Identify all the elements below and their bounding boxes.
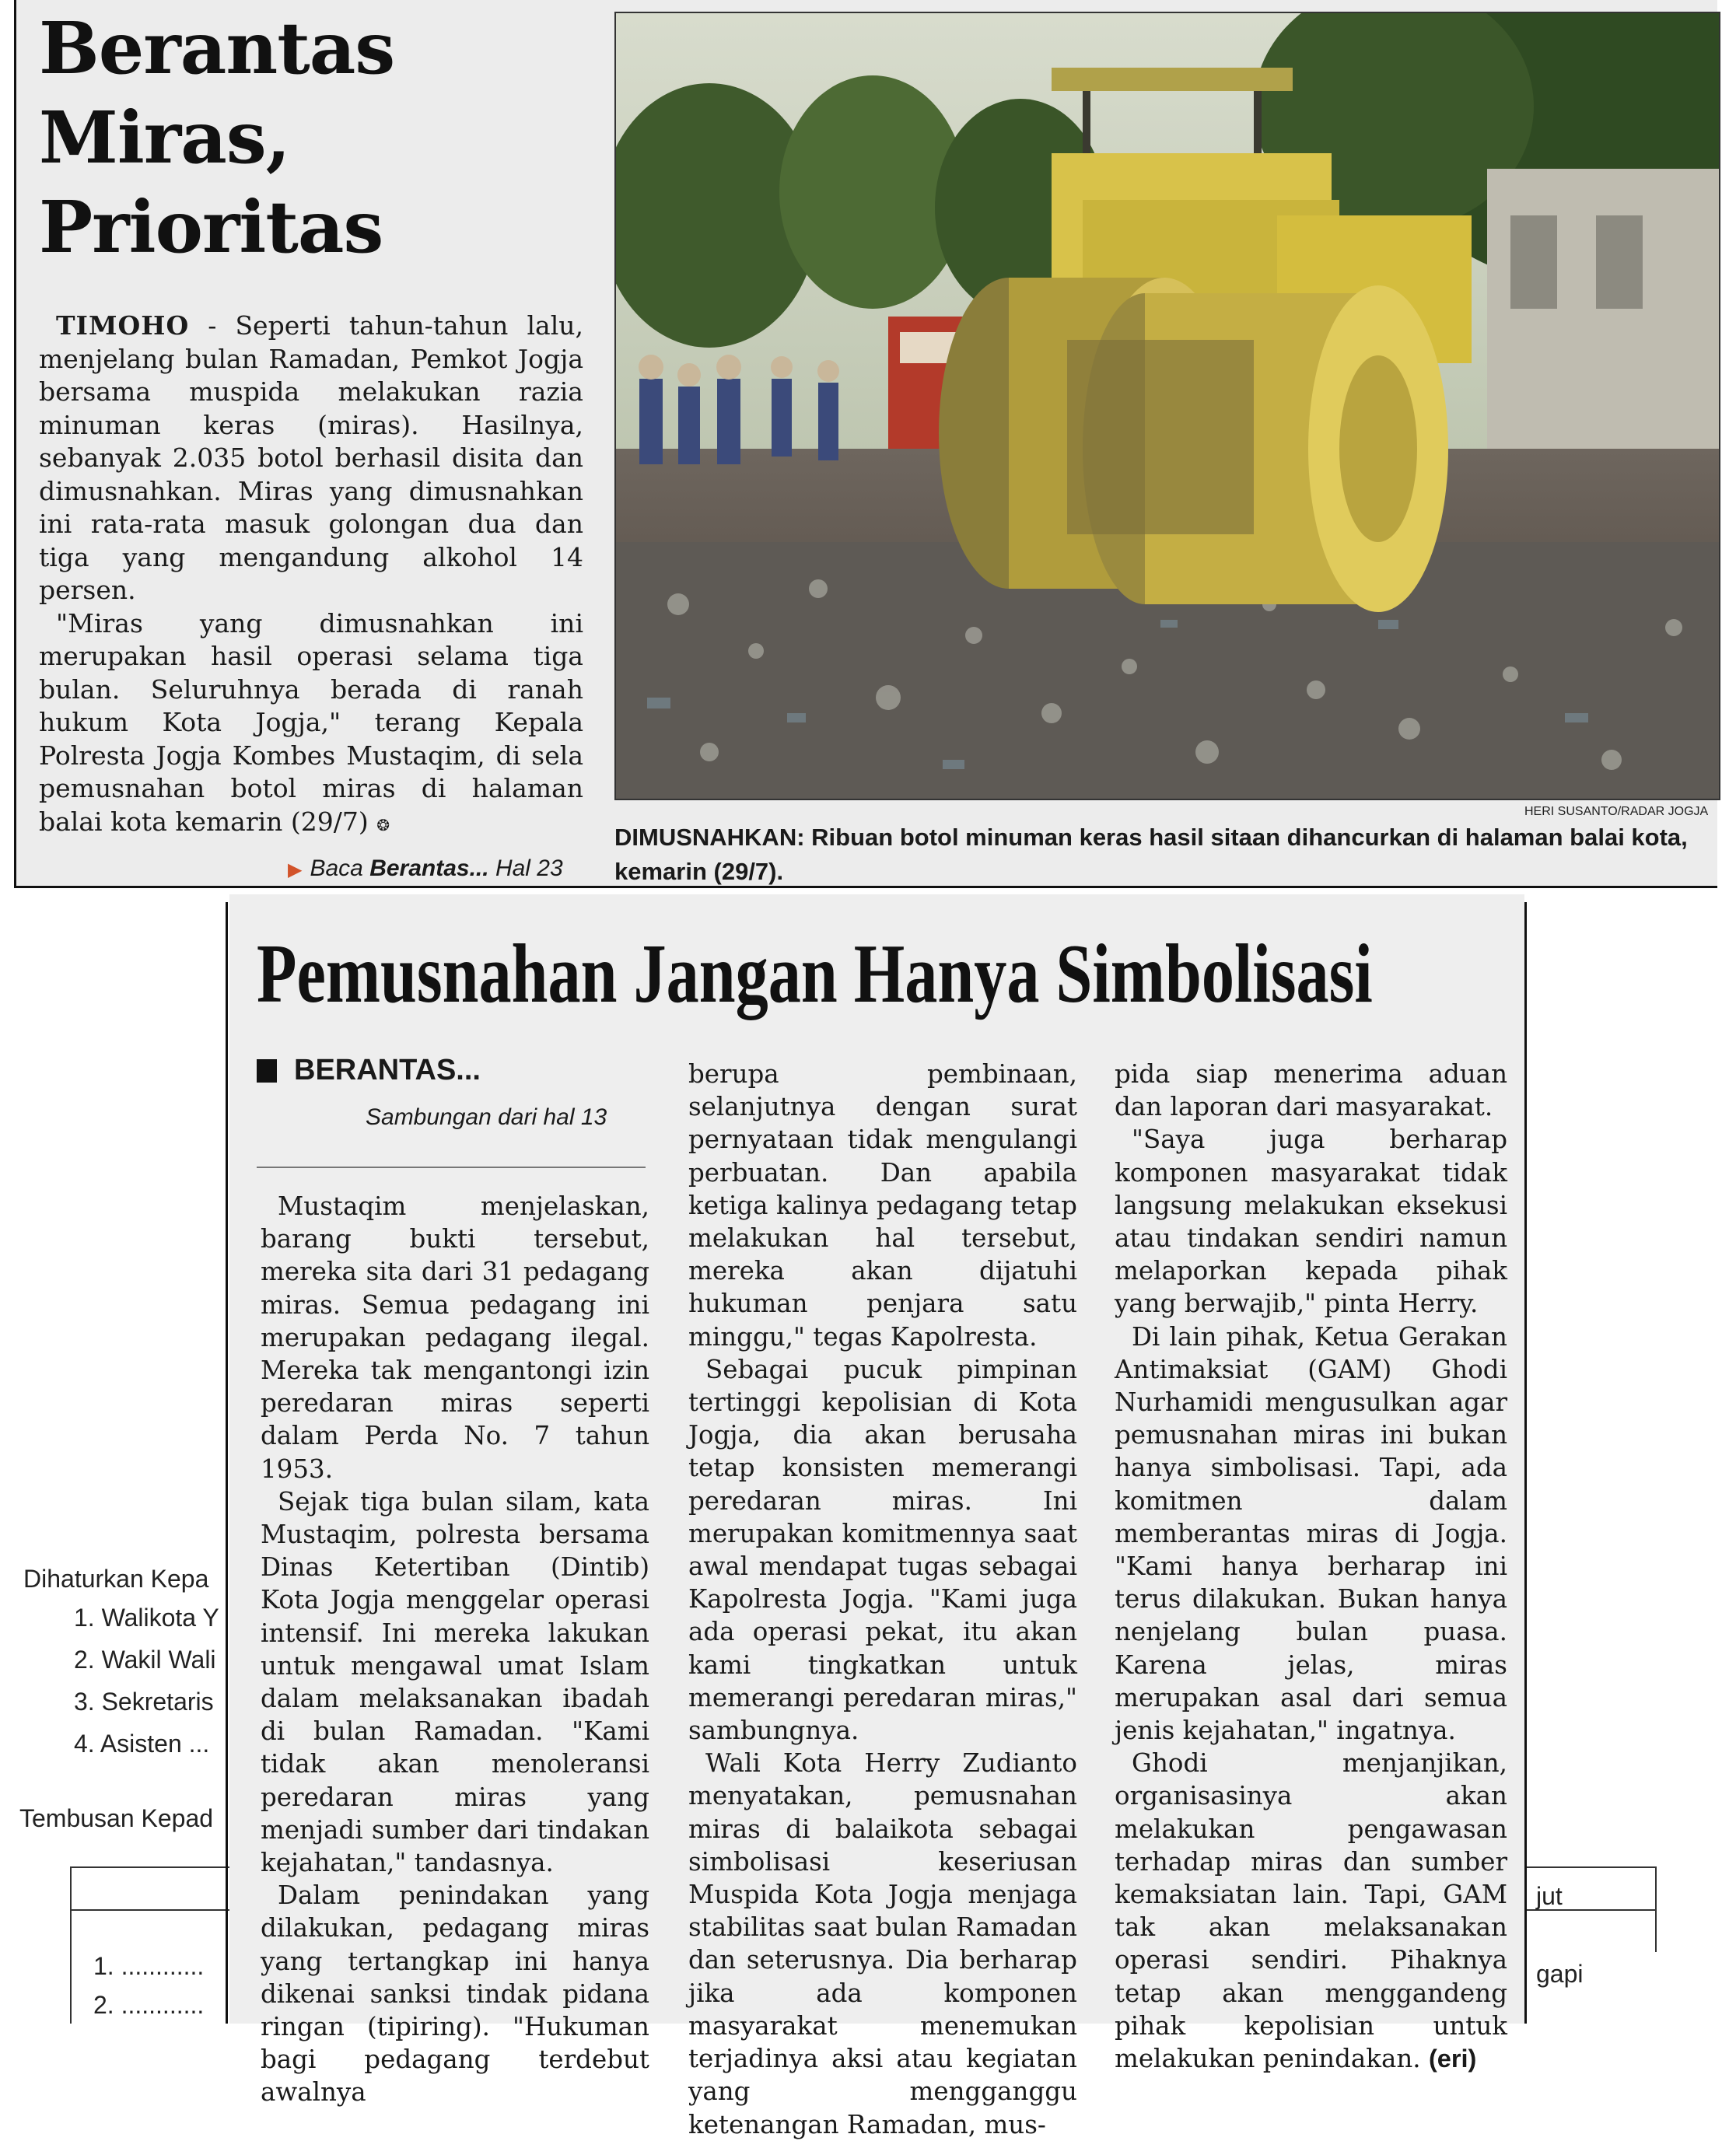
memo-item-3: 3. Sekretaris bbox=[74, 1688, 214, 1716]
end-mark-icon: ❂ bbox=[376, 815, 390, 834]
article-headline: Berantas Miras, Prioritas bbox=[39, 6, 395, 269]
baca-prefix: Baca bbox=[310, 855, 363, 881]
square-bullet-icon bbox=[257, 1059, 277, 1083]
memo-item-4: 4. Asisten ... bbox=[74, 1730, 210, 1758]
article2-column-1 bbox=[261, 1190, 649, 2109]
memo-table-row-2: 2. ............ bbox=[93, 1991, 205, 2019]
quote-text: "Miras yang dimusnahkan ini merupakan hasil operasi selama tiga bulan. Seluruhnya berada di ranah hukum Kota Jogja," terang Kepala Polresta Jogja Kombes Mustaqim, di sela pemusnahan botol miras di halaman balai kota kemarin (29/7) bbox=[39, 607, 583, 837]
article-lead bbox=[39, 310, 583, 841]
arrow-right-icon: ▶ bbox=[288, 859, 303, 880]
lead-paragraph bbox=[39, 310, 583, 607]
paragraph: Di lain pihak, Ketua Gerakan Antimaksiat (GAM) Ghodi Nurhamidi mengusulkan agar pemusnahan miras ini bukan hanya simbolisasi. Tapi, ada komitmen dalam memberantas miras di Jogja. "Kami hanya berharap ini terus dilakukan. Bukan hanya nenjelang bulan puasa. Karena jelas, miras merupakan asal dari semua jenis kejahatan," ingatnya. bbox=[1115, 1321, 1507, 1746]
paragraph: Dalam penindakan yang dilakukan, pedagang miras yang tertangkap ini hanya dikenai sanksi tindak pidana ringan (tipiring). "Hukuman bagi pedagang terdebut awalnya bbox=[261, 1880, 649, 2108]
memo-right-text-1: jut bbox=[1536, 1882, 1563, 1910]
paragraph: Sebagai pucuk pimpinan tertinggi kepolisian di Kota Jogja, dia akan berusaha tetap konsisten memerangi peredaran miras. Ini merupakan komitmennya saat awal mendapat tugas sebagai Kapolresta Jogja. "Kami juga ada operasi pekat, itu akan kami tingkatkan untuk memerangi peredaran miras," sambungnya. bbox=[688, 1354, 1077, 1746]
clipping-border-left-2 bbox=[226, 902, 228, 2024]
paragraph-last bbox=[1115, 1747, 1507, 2075]
article2-headline: Pemusnahan Jangan Hanya Simbolisasi bbox=[257, 928, 1373, 1020]
article2-column-3 bbox=[1115, 1058, 1507, 2075]
paragraph: Mustaqim menjelaskan, barang bukti tersebut, mereka sita dari 31 pedagang miras. Semua pedagang ini merupakan pedagang ilegal. Mereka tak mengantongi izin peredaran miras seperti dalam Perda No. 7 tahun 1953. bbox=[261, 1191, 649, 1484]
memo-item-2: 2. Wakil Wali bbox=[74, 1646, 216, 1674]
kicker-text: BERANTAS... bbox=[294, 1054, 481, 1086]
memo-right-text-2: gapi bbox=[1536, 1960, 1584, 1988]
lead-text: - Seperti tahun-tahun lalu, menjelang bulan Ramadan, Pemkot Jogja bersama muspida melakukan razia minuman keras (miras). Hasilnya, sebanyak 2.035 botol berhasil disita dan dimusnahkan. Miras yang dimusnahkan ini rata-rata masuk golongan dua dan tiga yang mengandung alkohol 14 persen. bbox=[39, 310, 583, 605]
clipping-border-left bbox=[14, 0, 16, 888]
memo-intro: Dihaturkan Kepa bbox=[23, 1565, 209, 1593]
memo-cc: Tembusan Kepad bbox=[19, 1804, 214, 1832]
paragraph: Sejak tiga bulan silam, kata Mustaqim, polresta bersama Dinas Ketertiban (Dintib) Kota Jogja menggelar operasi intensif. Ini mereka lakukan untuk mengawal umat Islam dalam melaksanakan ibadah di bulan Ramadan. "Kami tidak akan menoleransi peredaran miras yang menjadi sumber dari tindakan kejahatan," tandasnya. bbox=[261, 1486, 649, 1878]
baca-page: Hal 23 bbox=[495, 855, 563, 881]
dateline: TIMOHO bbox=[56, 310, 190, 341]
photo-caption bbox=[614, 820, 1711, 889]
paragraph: berupa pembinaan, selanjutnya dengan surat pernyataan tidak mengulangi perbuatan. Dan apabila ketiga kalinya pedagang tetap melakukan hal tersebut, mereka akan dijatuhi hukuman penjara satu minggu," tegas Kapolresta. bbox=[688, 1059, 1077, 1352]
memo-table-right bbox=[1655, 1866, 1657, 1952]
continued-reference bbox=[288, 855, 563, 882]
paragraph: pida siap menerima aduan dan laporan dari masyarakat. bbox=[1115, 1059, 1507, 1122]
memo-table-left bbox=[70, 1866, 72, 2024]
lead-paragraph-2 bbox=[39, 607, 583, 842]
memo-table-row-1: 1. ............ bbox=[93, 1952, 205, 1980]
signoff: (eri) bbox=[1428, 2045, 1477, 2073]
paragraph-text: Ghodi menjanjikan, organisasinya akan melakukan pengawasan terhadap miras dan sumber kemaksiatan lain. Tapi, GAM tak akan melaksanakan operasi sendiri. Pihaknya tetap akan menggandeng pihak kepolisian untuk melakukan penindakan. bbox=[1115, 1748, 1507, 2074]
news-photo bbox=[614, 12, 1720, 800]
caption-text: Ribuan botol minuman keras hasil sitaan dihancurkan di halaman balai kota, kemarin (29/7). bbox=[614, 824, 1688, 885]
paragraph: "Saya juga berharap komponen masyarakat tidak langsung melakukan eksekusi atau tindakan sendiri namun melaporkan kepada pihak yang berwajib," pinta Herry. bbox=[1115, 1125, 1507, 1319]
baca-word: Berantas... bbox=[369, 855, 489, 881]
memo-item-1: 1. Walikota Y bbox=[74, 1604, 219, 1632]
kicker-rule bbox=[257, 1167, 646, 1168]
steamroller-photo-illustration bbox=[616, 13, 1719, 799]
photo-credit: HERI SUSANTO/RADAR JOGJA bbox=[1524, 805, 1709, 818]
caption-label: DIMUSNAHKAN: bbox=[614, 824, 805, 851]
clipping-border-right-2 bbox=[1524, 902, 1527, 2024]
article2-column-2 bbox=[688, 1058, 1077, 2141]
kicker bbox=[257, 1054, 481, 1087]
paragraph: Wali Kota Herry Zudianto menyatakan, pemusnahan miras di balaikota sebagai simbolisasi keseriusan Muspida Kota Jogja menjaga stabilitas saat bulan Ramadan dan seterusnya. Dia berharap jika ada komponen masyarakat menemukan terjadinya aksi atau kegiatan yang mengganggu ketenangan Ramadan, mus- bbox=[688, 1748, 1077, 2139]
continued-from: Sambungan dari hal 13 bbox=[366, 1104, 607, 1130]
